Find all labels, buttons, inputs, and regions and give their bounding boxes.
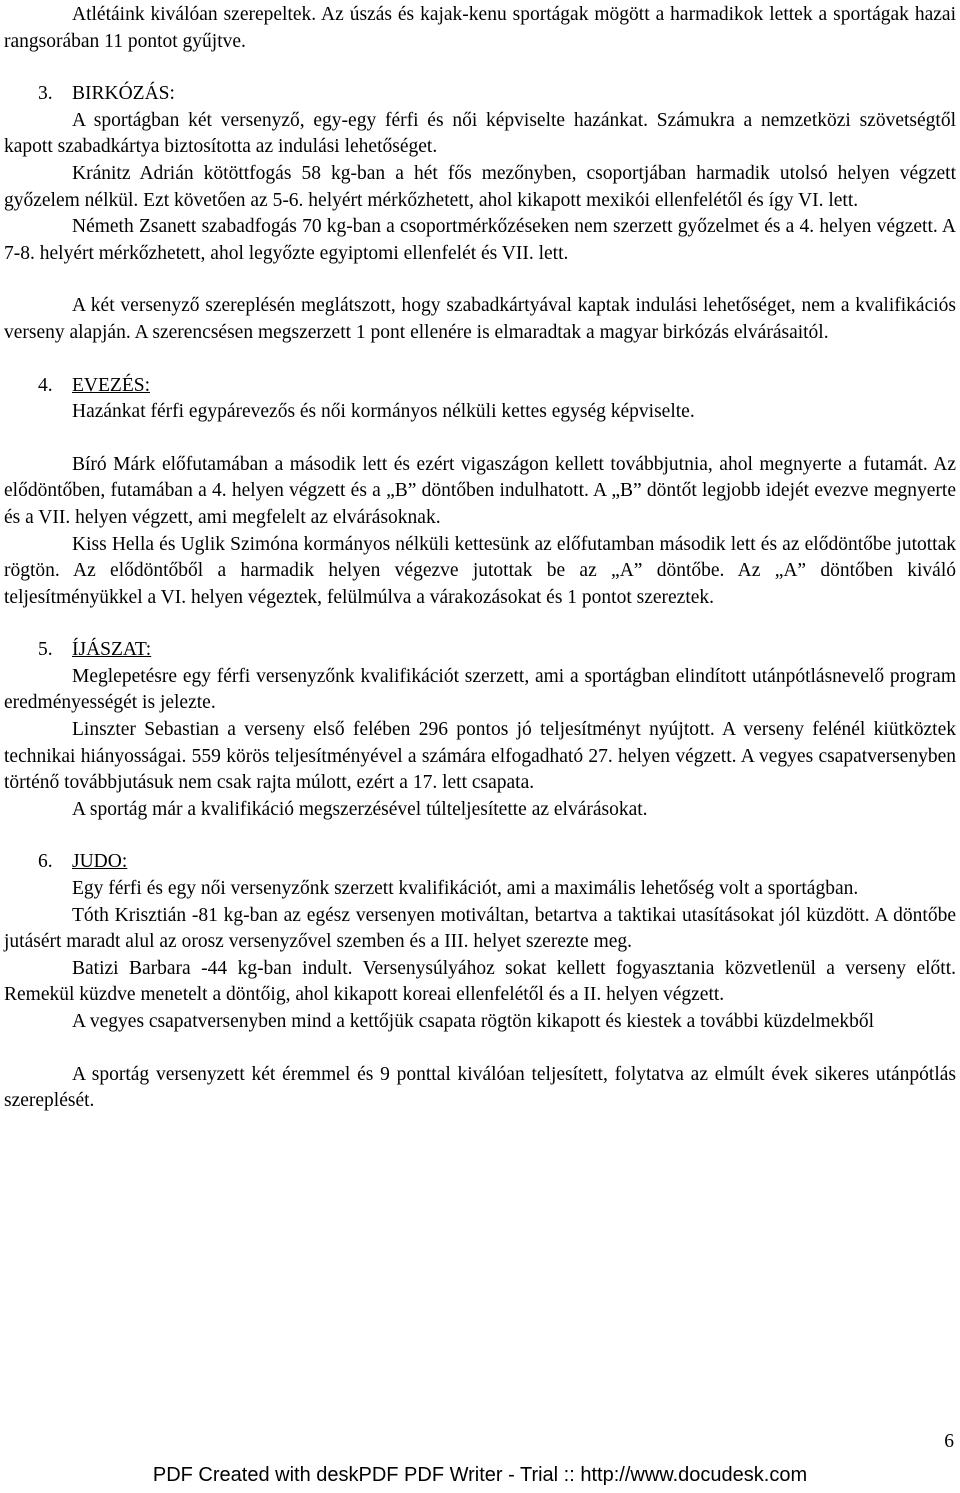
page-number: 6: [944, 1431, 954, 1452]
page-content: [4, 2, 956, 1115]
paragraph: A két versenyző szereplésén meglátszott, hogy szabadkártyával kaptak indulási lehetőséget, nem a kvalifikációs verseny alapján. A szerencsésen megszerzett 1 pont ellenére is elmaradtak a magyar birkózás elvárásaitól.: [4, 295, 956, 343]
spacer: [4, 55, 956, 81]
section-heading-wrestling: [4, 81, 956, 108]
spacer: [4, 1036, 956, 1062]
pdf-watermark-footer: PDF Created with deskPDF PDF Writer - Trial :: http://www.docudesk.com: [152, 1464, 808, 1486]
paragraph: Tóth Krisztián -81 kg-ban az egész versenyen motiváltan, betartva a taktikai utasításokat jól küzdött. A döntőbe jutásért maradt alul az orosz versenyzővel szemben és a III. helyet szerezte meg.: [4, 904, 956, 953]
paragraph: A sportág már a kvalifikáció megszerzésével túlteljesítette az elvárásokat.: [72, 798, 648, 820]
paragraph: A vegyes csapatversenyben mind a kettőjük csapata rögtön kikapott és kiestek a további küzdelmekből: [72, 1011, 874, 1032]
spacer: [4, 426, 956, 452]
spacer: [4, 347, 956, 373]
section-number: 5.: [38, 639, 53, 661]
spacer: [4, 267, 956, 293]
section-title: JUDO:: [72, 851, 128, 873]
section-heading-judo: [4, 849, 956, 876]
paragraph: Linszter Sebastian a verseny első felében 296 pontos jó teljesítményt nyújtott. A verseny felénél kiütköztek technikai hiányosságai. 559 körös teljesítményével a számára elfogadható 27. helyen végzett. A vegyes csapatversenyben történő továbbjutásuk nem csak rajta múlott, ezért a 17. lett csapata.: [4, 719, 956, 794]
paragraph: Batizi Barbara -44 kg-ban indult. Versenysúlyához sokat kellett fogyasztania közvetlenül a verseny előtt. Remekül küzdve menetelt a döntőig, ahol kikapott koreai ellenfelétől és a II. helyen végzett.: [4, 957, 956, 1006]
section-number: 4.: [38, 374, 53, 396]
paragraph: Meglepetésre egy férfi versenyzőnk kvalifikációt szerzett, ami a sportágban elindított utánpótlásnevelő program eredményességét is jelezte.: [4, 665, 956, 714]
section-number: 6.: [38, 851, 53, 873]
paragraph: A sportágban két versenyző, egy-egy férfi és női képviselte hazánkat. Számukra a nemzetközi szövetségtől kapott szabadkártya biztosította az indulási lehetőséget.: [4, 109, 956, 158]
section-title: ÍJÁSZAT:: [72, 639, 152, 661]
section-title: BIRKÓZÁS:: [72, 83, 175, 105]
section-heading-rowing: [4, 373, 956, 400]
paragraph-athletics-summary: Atlétáink kiválóan szerepeltek. Az úszás és kajak-kenu sportágak mögött a harmadikok lettek a sportágak hazai rangsorában 11 pontot gyűjtve.: [4, 4, 956, 52]
paragraph: Kiss Hella és Uglik Szimóna kormányos nélküli kettesünk az előfutamban második lett és az elődöntőbe jutottak rögtön. Az elődöntőből a harmadik helyen végezve jutottak be az „A” döntőbe. Az „A” döntőben kiváló teljesítményükkel a VI. helyen végeztek, felülmúlva a várakozásokat és 1 pontot szereztek.: [4, 533, 956, 608]
spacer: [4, 823, 956, 849]
paragraph: A sportág versenyzett két éremmel és 9 ponttal kiválóan teljesített, folytatva az elmúlt évek sikeres utánpótlás szereplését.: [4, 1063, 956, 1112]
paragraph: Németh Zsanett szabadfogás 70 kg-ban a csoportmérkőzéseken nem szerzett győzelmet és a 4. helyen végzett. A 7-8. helyért mérkőzhetett, ahol legyőzte egyiptomi ellenfelét és VII. lett.: [4, 216, 956, 264]
section-heading-archery: [4, 637, 956, 664]
spacer: [4, 611, 956, 637]
paragraph: Bíró Márk előfutamában a második lett és ezért vigaszágon kellett továbbjutnia, ahol megnyerte a futamát. Az elődöntőben, futamában a 4. helyen végzett és a „B” döntőben indulhatott. A „B” döntőt legjobb idejét evezve megnyerte és a VII. helyen végzett, ami megfelelt az elvárásoknak.: [4, 453, 956, 528]
paragraph: Hazánkat férfi egypárevezős és női kormányos nélküli kettes egység képviselte.: [72, 401, 695, 423]
paragraph: Egy férfi és egy női versenyzőnk szerzett kvalifikációt, ami a maximális lehetőség volt a sportágban.: [72, 878, 859, 900]
section-title: EVEZÉS:: [72, 374, 150, 396]
paragraph: Kránitz Adrián kötöttfogás 58 kg-ban a hét fős mezőnyben, csoportjában harmadik utolsó helyen végzett győzelem nélkül. Ezt követően az 5-6. helyért mérkőzhetett, ahol kikapott mexikói ellenfelétől és így VI. lett.: [4, 162, 956, 211]
section-number: 3.: [38, 83, 53, 105]
